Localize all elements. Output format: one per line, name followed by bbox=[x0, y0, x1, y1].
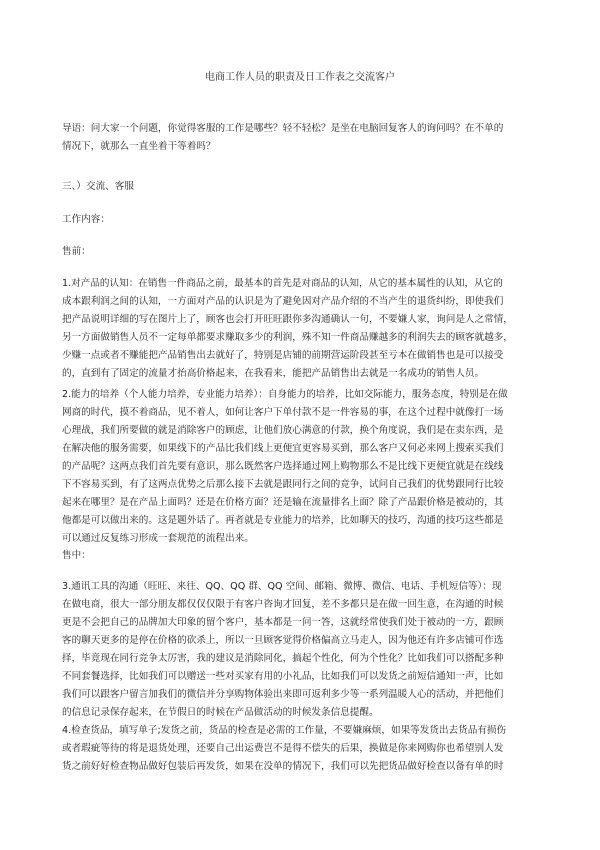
text-line: 网商的时代，摸不着商品，见不着人，如何让客户下单付款不是一件容易的事，在这个过程中就像打一场 bbox=[62, 407, 504, 418]
text-line: 的信息记录保存起来，在节假日的时候在产品做活动的时候发条信息提醒。 bbox=[62, 707, 379, 718]
text-line: 货之前好好检查物品做好包装后再发货，如果在没单的情况下，我们可以先把货品做好检查以备有单的时 bbox=[62, 761, 504, 772]
text-line: 心理战，我们所要做的就是消除客户的顾虑，让他们放心满意的付款，换个角度说，我们是在卖东西，是 bbox=[62, 425, 504, 436]
document-title: 电商工作人员的职责及日工作表之交流客户 bbox=[205, 72, 395, 83]
text-line: 不同套餐选择，比如我们可以赠送一些对买家有用的小礼品，比如我们可以发货之前短信通知一声，比如 bbox=[62, 671, 504, 682]
text-line: 他都是可以做出来的。这是题外话了。再者就是专业能力的培养，比如聊天的技巧，沟通的技巧这些都是 bbox=[62, 515, 504, 526]
text-line: 在做电商，很大一部分朋友都仅仅仅限于有客户咨询才回复，差不多都只是在做一回生意，在沟通的时候 bbox=[62, 599, 504, 610]
text-line: 下不容易买到，有了这两点优势之后那么接下去就是跟同行之间的竞争，试问自己我们的优势跟同行比较 bbox=[62, 479, 504, 490]
text-line: 更是不会把自己的品牌加大印象的留个客户，基本都是一问一答，这就经常使我们处于被动的一方，跟顾 bbox=[62, 617, 504, 628]
text-line: 3.通讯工具的沟通（旺旺、来往、QQ、QQ 群、QQ 空间、邮箱、微博、微信、电话、手机短信等）：现 bbox=[62, 581, 502, 592]
intro-paragraph bbox=[62, 120, 540, 156]
text-line: 的产品呢？这两点我们首先要有意识，那么既然客户选择通过网上购物那么不是比线下更便宜就是在线线 bbox=[62, 461, 504, 472]
text-line: 可以通过反复练习形成一套规范的流程出来。 bbox=[62, 533, 254, 544]
text-line: 把产品说明详细的写在图片上了，顾客也会打开旺旺跟你多沟通确认一句，不要嫌人家，询问是人之常情， bbox=[62, 314, 513, 325]
text-line: 2.能力的培养（个人能力培养，专业能力培养）：自身能力的培养，比如交际能力，服务态度，特别是在做 bbox=[62, 389, 508, 400]
text-line: 或者瑕疵等待的将是退货处理，还要自己出运费岂不是得不偿失的后果，换做是你来网购你也希望别人发 bbox=[62, 743, 504, 754]
text-line: 情况下，就那么一直坐着干等着吗？ bbox=[62, 141, 216, 152]
text-line: 1.对产品的认知：在销售一件商品之前，最基本的首先是对商品的认知，从它的基本属性的认知，从它的 bbox=[62, 278, 503, 289]
text-line: 成本跟利润之间的认知，一方面对产品的认识是为了避免因对产品介绍的不当产生的退货纠纷，即使我们 bbox=[62, 296, 504, 307]
text-line: 少赚一点或者不赚能把产品销售出去就好了，特别是店铺的前期营运阶段甚至亏本在做销售也是可以接受 bbox=[62, 350, 504, 361]
paragraph-ability-training bbox=[62, 386, 540, 548]
text-line: 起来在哪里？是在产品上面吗？还是在价格方面？还是输在流量排名上面？除了产品跟价格是被动的，其 bbox=[62, 497, 504, 508]
text-line: 在解决他的服务需要，如果线下的产品比我们线上更便宜更容易买到，那么客户又何必来网上搜索买我们 bbox=[62, 443, 504, 454]
paragraph-communication-tools bbox=[62, 578, 540, 722]
paragraph-goods-inspection bbox=[62, 722, 540, 776]
presale-label: 售前： bbox=[62, 246, 91, 257]
text-line: 择，毕竟现在同行竞争太厉害，我的建议是消除同化，搞起个性化，何为个性化？比如我们可以搭配多种 bbox=[62, 653, 504, 664]
text-line: 4.检查货品，填写单子;发货之前，货品的检查是必需的工作量，不要嫌麻烦，如果等发货出去货品有损伤 bbox=[62, 725, 507, 736]
text-line: 另一方面做销售人员不一定每单都要求赚取多少的利润，殊不知一件商品赚越多的利润失去的顾客就越多， bbox=[62, 332, 513, 343]
text-line: 的，直到有了固定的流量才抬高价格起来，在我看来，能把产品销售出去就是一名成功的销售人员。 bbox=[62, 368, 485, 379]
text-line: 导语：问大家一个问题，你觉得客服的工作是哪些？轻不轻松？是坐在电脑回复客人的询问吗？在不单的 bbox=[62, 123, 504, 134]
paragraph-product-knowledge bbox=[62, 275, 540, 383]
section-heading: 三、）交流、客服 bbox=[62, 181, 134, 192]
work-content-label: 工作内容： bbox=[62, 214, 110, 225]
insale-label: 售中： bbox=[62, 550, 91, 561]
text-line: 客的聊天更多的是停在价格的砍杀上，所以一旦顾客觉得价格偏高立马走人，因为他还有许多店铺可作选 bbox=[62, 635, 504, 646]
text-line: 我们可以跟客户留言加我们的微信并分享购物体验出来即可返利多少等一系列温暖人心的活动，并把他们 bbox=[62, 689, 504, 700]
